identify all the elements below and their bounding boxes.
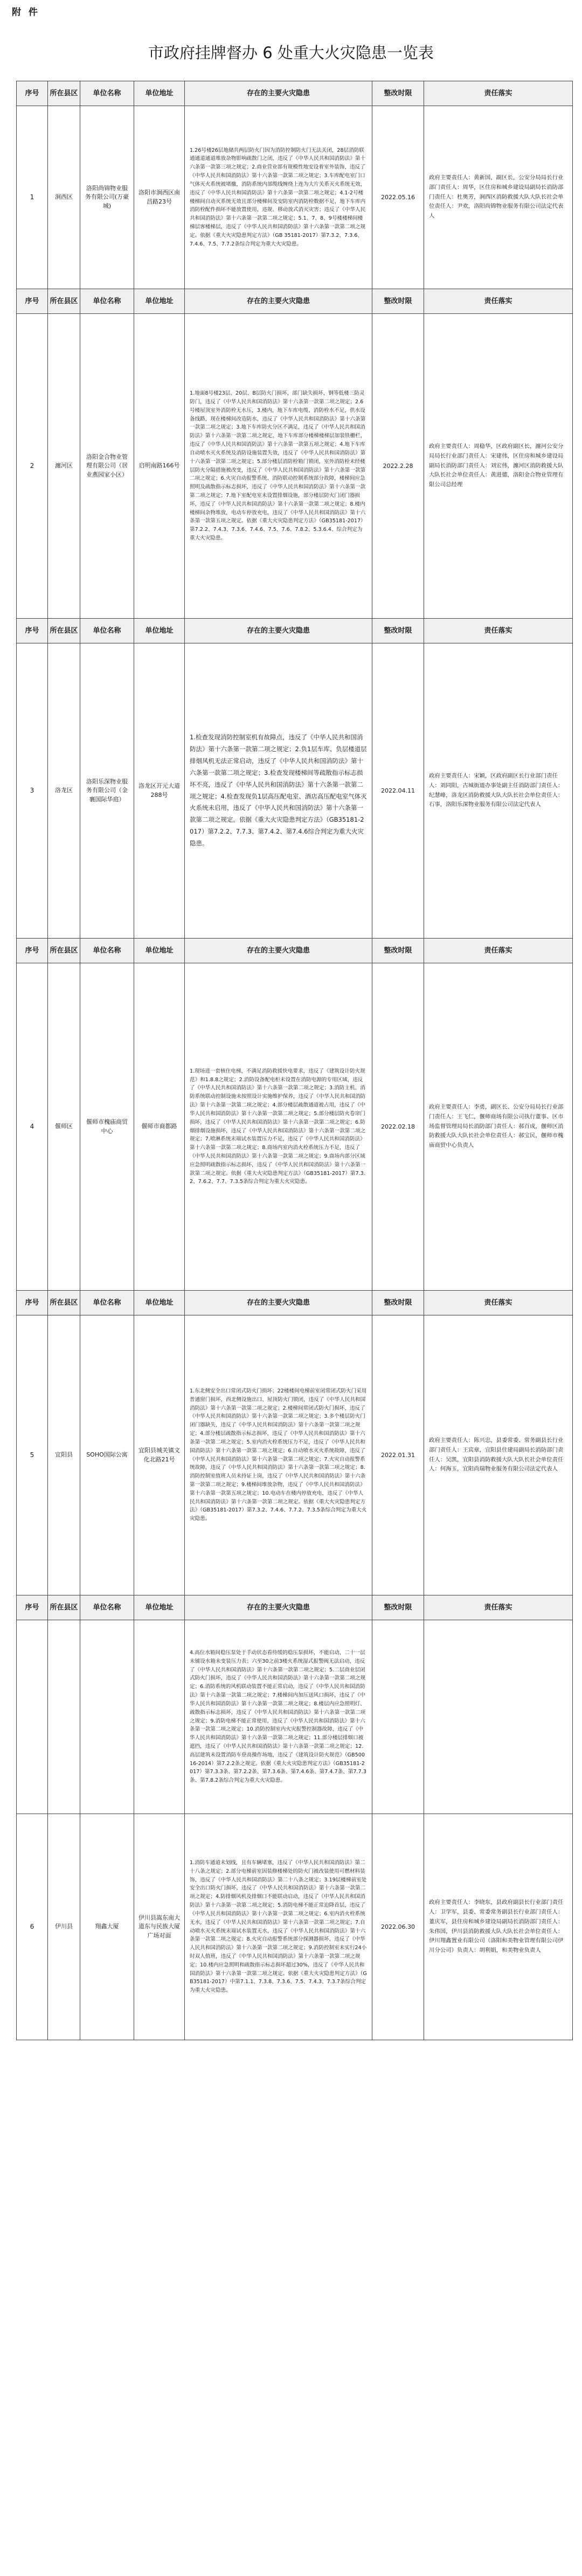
header-hazard: 存在的主要火灾隐患	[185, 619, 372, 643]
row-deadline: 2022.05.16	[372, 106, 424, 289]
header-district: 所在县区	[48, 939, 80, 963]
header-district: 所在县区	[48, 619, 80, 643]
table-header-row	[17, 939, 573, 963]
row-district: 瀍河区	[48, 314, 80, 619]
table-header-row	[17, 619, 573, 643]
header-deadline: 整改时限	[372, 939, 424, 963]
row-hazard: 1.26号楼26层地储共两层防火门因为消防控制防火门无法关闭，28层消防联通通道通道堆放杂物影响疏散门之闭，违反了《中华人民共和国消防法》第十六条第一款第三项之规定；2.商业营业部有规模性地安设着室外装饰，违反了《中华人民共和国消防法》第十六条第一款第二项之规定；3.车库配电室门口气体灭火系统被堵撤，消防系统内部缆线缠绕上连为大片关系灭火系统无效，违反了《中华人民共和国消防法》第十六条第一款第二项之规定；4.1-2号楼楼梯间自动灭系统无效且部分楼梯间及安防室内消防栓数据不足，地下车库内消防栓配件损坏不能放置使用，违规、移动放式消灭灾害；违反了《中华人民共和国消防法》第十六条第一款第二项之规定；5.1、7、8、9号楼楼梯间楼梯层客楼梯层，违反了《中华人民共和国消防法》第十六条第一款第二项之规定。依据《重大火灾隐患判定方法》（GB 35181-2017）第7.3.2、7.3.6、7.4.6、7.5、7.7.2条综合判定为重大火灾隐患。	[185, 106, 372, 289]
row-responsible: 政府主要责任人：周稳华，区政府副区长，瀍河公安分局局长行业部门责任人：宋建伟，区住房和城乡建设局副局长消防部门责任人：刘宏伟，瀍河区消防救援大队大队长社会单位责任人：黄进德，洛阳金合物业管理有限公司总经理	[424, 314, 573, 619]
header-responsible: 责任落实	[424, 289, 573, 314]
row-hazard: 1.消防车通道未划线，且有车辆堵塞，违反了《中华人民共和国消防法》第二十八条之规定；2.部分电梯前室因装修楼梯处的防火门被改装使用可燃材料装饰，违反了《中华人民共和国消防法》第二十八条之规定；3.19层楼梯前室处安全出口防火门损坏，违反了《中华人民共和国消防法》第十六条第一款第二项之规定；4.防排烟风机及排烟口不能联动启动，违反了《中华人民共和国消防法》第十六条第一款第二项之规定；5.消防电梯不能正常迫降首层，违反了《中华人民共和国消防法》第十六条第一款第二项之规定；6.室内消火栓系统无水，违反了《中华人民共和国消防法》第十六条第一款第二项之规定；7.自动喷水灭火系统末端试水装置无水，违反了《中华人民共和国消防法》第十六条第一款第二项之规定；8.火灾自动报警系统部分探测器损坏，违反了《中华人民共和国消防法》第十六条第一款第二项之规定；9.消防控制室未实行24小时双人值班，违反了《中华人民共和国消防法》第十六条第一款第二项之规定；10.楼内应急照明和疏散指示标志损坏超过30%，违反了《中华人民共和国消防法》第十六条第一款第二项之规定。依据《重大火灾隐患判定方法》（GB35181-2017）中第7.1.1、7.3.8、7.3.6、7.5、7.4.3、7.3.7条综合判定为重大火灾隐患。	[185, 1814, 372, 2040]
row-responsible: 政府主要责任人：陈兴忠，县委常委、常务副县长行业部门责任人：王宾章，宜阳县住建局副局长消防部门责任人：吴凯，宜阳县消防救援大队大队长社会单位责任人：何海玉，宜阳尚瑞物业服务有限公司法定代表人	[424, 1315, 573, 1595]
table-row	[17, 1814, 573, 2040]
header-hazard: 存在的主要火灾隐患	[185, 1291, 372, 1315]
row-no: 2	[17, 314, 48, 619]
row-address: 伊川县嵩东南大道东与民族大厦广场对面	[134, 1814, 185, 2040]
row-deadline: 2022.06.30	[372, 1814, 424, 2040]
row-hazard: 1.现场进一套核住电梯，不满足消防救援快电要求，违反了《建筑设计防火规范》和1.8.8之规定；2.消防设备配电柜未设置在消防电源的专用区域，违反了《中华人民共和国消防法》第十六条第一款第二项之规定；3.消防主机、消防系统联动控制设施未按照设计实施维护保养，违反了《中华人民共和国消防法》第十六条第一款第二项之规定；4.部分楼层疏散通道被占用，违反了《中华人民共和国消防法》第十六条第一款第二项之规定；5.部分楼层防火卷帘门损坏，违反了《中华人民共和国消防法》第十六条第一款第二项之规定；6.防烟排烟设施损坏，违反了《中华人民共和国消防法》第十六条第一款第二项之规定；7.喷淋系统末端试水装置压力不足，违反了《中华人民共和国消防法》第十六条第一款第二项之规定；8.商场内室内消火栓系统压力不足，违反了《中华人民共和国消防法》第十六条第一款第二项之规定；9.商场内部分区域应急照明疏散指示标志损坏，违反了《中华人民共和国消防法》第十六条第一款第二项之规定。依据《重大火灾隐患判定方法》（GB35181-2017）第7.3.2、7.6.2、7.7、7.3.5条综合判定为重大火灾隐患。	[185, 963, 372, 1291]
row-deadline: 2022.2.28	[372, 314, 424, 619]
table-row	[17, 1315, 573, 1595]
header-address: 单位地址	[134, 81, 185, 106]
row-address: 偃师市商都路	[134, 963, 185, 1291]
header-responsible: 责任落实	[424, 939, 573, 963]
document-title: 市政府挂牌督办 6 处重大火灾隐患一览表	[148, 44, 434, 62]
row-district: 涧西区	[48, 106, 80, 289]
header-responsible: 责任落实	[424, 1291, 573, 1315]
header-unit-name: 单位名称	[80, 939, 134, 963]
header-district: 所在县区	[48, 81, 80, 106]
row-unit-name: SOHO国际公寓	[80, 1315, 134, 1595]
header-responsible: 责任落实	[424, 81, 573, 106]
header-address: 单位地址	[134, 1595, 185, 1620]
row-deadline: 2022.01.31	[372, 1315, 424, 1595]
row-district	[48, 1620, 80, 1814]
header-no: 序号	[17, 1291, 48, 1315]
header-no: 序号	[17, 939, 48, 963]
row-no: 5	[17, 1315, 48, 1595]
header-district: 所在县区	[48, 1595, 80, 1620]
row-district: 洛龙区	[48, 643, 80, 939]
row-unit-name: 洛阳金合物业管理有限公司（居业燕园家小区）	[80, 314, 134, 619]
row-no: 6	[17, 1814, 48, 2040]
table-row	[17, 1620, 573, 1814]
hazard-table-wrap	[16, 81, 572, 2040]
header-district: 所在县区	[48, 1291, 80, 1315]
hazard-table	[16, 81, 573, 2040]
header-hazard: 存在的主要火灾隐患	[185, 1595, 372, 1620]
row-address: 洛阳市涧西区南昌路23号	[134, 106, 185, 289]
row-no	[17, 1620, 48, 1814]
row-unit-name	[80, 1620, 134, 1814]
header-responsible: 责任落实	[424, 619, 573, 643]
header-deadline: 整改时限	[372, 619, 424, 643]
header-deadline: 整改时限	[372, 1595, 424, 1620]
row-district: 伊川县	[48, 1814, 80, 2040]
row-responsible	[424, 1620, 573, 1814]
attachment-label: 附 件	[12, 7, 40, 18]
table-header-row	[17, 289, 573, 314]
row-district: 偃师区	[48, 963, 80, 1291]
row-deadline	[372, 1620, 424, 1814]
header-deadline: 整改时限	[372, 1291, 424, 1315]
row-responsible: 政府主要责任人：宋颖，区政府副区长行业部门责任人：刘同阳，古城街道办事处副主任消防部门责任人：纪慧峰，洛龙区消防救援大队大队长社会单位责任人：石事，洛阳乐深物业服务有限公司法定代表人	[424, 643, 573, 939]
row-district: 宜阳县	[48, 1315, 80, 1595]
table-header-row	[17, 1291, 573, 1315]
header-no: 序号	[17, 619, 48, 643]
header-deadline: 整改时限	[372, 81, 424, 106]
header-hazard: 存在的主要火灾隐患	[185, 939, 372, 963]
row-hazard: 4.高位水箱间稳压泵处于手动状态看待缓的稳压泵损坏，不能启动，二十一层未铺设水箱未变装压力表；六至30之前3楼火系统湿式报警阀无法启动，违反了《中华人民共和国消防法》第十六条第一款第二项之规定；5.二层商业层闭式防火门损坏，违反了《中华人民共和国消防法》第十六条第一款第二项之规定；6.消防系统的风机联动装置不能正常启动，违反了《中华人民共和国消防法》第十六条第一款第二项之规定；7.楼梯间内加压送风口损坏，违反了《中华人民共和国消防法》第十六条第一款第二项之规定；8.楼层内应急照明灯、疏散指示标志损坏，违反了《中华人民共和国消防法》第十六条第一款第二项之规定；9.消防电梯不能正常使用，违反了《中华人民共和国消防法》第十六条第一款第二项之规定；10.消防控制室内火灾报警控制器故障，违反了《中华人民共和国消防法》第十六条第一款第二项之规定；11.部分楼层排烟口被遮挡，违反了《中华人民共和国消防法》第十六条第一款第二项之规定；12.高层建筑未设置消防车登高操作场地，违反了《建筑设计防火规范》（GB50016-2014）第7.2.2条之规定。依据《重大火灾隐患判定方法》（GB35181-2017）第7.3.3条、第7.2.2条、第7.3.6条、第7.4.6条、第7.4.7条、第7.7.3条、第7.8.2条综合判定为重大火灾隐患。	[185, 1620, 372, 1814]
row-hazard: 1.东北侧安全出口常闭式防火门损坏；22楼楼间电梯前室闭常闭式防火门采用普通窗门损坏，西北侧设施出口、屋顶防火门锁闭，违反了《中华人民共和国消防法》第十六条第一款第二项之规定；2.楼梯间常闭式防火门损坏，违反了《中华人民共和国消防法》第十六条第一款第二项之规定；3.多个楼层防火门闭门器缺失，违反了《中华人民共和国消防法》第十六条第一款第二项之规定；4.部分楼层疏散指示标志损坏，违反了《中华人民共和国消防法》第十六条第一款第二项之规定；5.室内消火栓系统压力不足，违反了《中华人民共和国消防法》第十六条第一款第二项之规定；6.自动喷水灭火系统故障，违反了《中华人民共和国消防法》第十六条第一款第二项之规定；7.火灾自动报警系统故障，违反了《中华人民共和国消防法》第十六条第一款第二项之规定；8.消防控制室值班人员未持证上岗，违反了《中华人民共和国消防法》第十六条第一款第二项之规定；9.楼梯间堆放杂物，违反了《中华人民共和国消防法》第十六条第一款第五项之规定；10.电动车在楼内停放充电，违反了《中华人民共和国消防法》第十六条第一款第二项之规定。依据《重大火灾隐患判定方法》（GB35181-2017）第7.3.2、7.4.6、7.7.2、7.3.5条综合判定为重大火灾隐患。	[185, 1315, 372, 1595]
header-no: 序号	[17, 1595, 48, 1620]
row-deadline: 2022.04.11	[372, 643, 424, 939]
row-unit-name: 偃师市槐庙商贸中心	[80, 963, 134, 1291]
row-responsible: 政府主要责任人：李晓东，县政府副县长行业部门责任人：卫学军，县委、常委常务副县长行业部门责任人：董庆军，县住房和城乡建设局副局长消防部门责任人：朱伟国，伊川县消防救援大队大队长社会单位责任人：伊川翔鑫置业有限公司（洛阳和美物业管理有限公司伊川分公司）负责人：胡利娟，和美物业负责人	[424, 1814, 573, 2040]
row-unit-name: 翔鑫大厦	[80, 1814, 134, 2040]
row-address: 洛龙区开元大道288号	[134, 643, 185, 939]
header-district: 所在县区	[48, 289, 80, 314]
row-address: 宜阳县城关镇文化北路21号	[134, 1315, 185, 1595]
header-unit-name: 单位名称	[80, 619, 134, 643]
header-no: 序号	[17, 81, 48, 106]
header-unit-name: 单位名称	[80, 1291, 134, 1315]
table-header-row	[17, 1595, 573, 1620]
header-address: 单位地址	[134, 289, 185, 314]
header-responsible: 责任落实	[424, 1595, 573, 1620]
header-address: 单位地址	[134, 1291, 185, 1315]
header-hazard: 存在的主要火灾隐患	[185, 289, 372, 314]
row-no: 4	[17, 963, 48, 1291]
row-deadline: 2022.02.18	[372, 963, 424, 1291]
header-hazard: 存在的主要火灾隐患	[185, 81, 372, 106]
row-hazard: 1.检查发现消防控制室机有故障点，违反了《中华人民共和国消防法》第十六条第一款第二项之规定；2.负1层车库、负层楼道层排烟风机无法正常启动，违反了《中华人民共和国消防法》第十六条第一款第二项之规定；3.检查发现楼梯间等疏散指示标志损坏不亮，违反了《中华人民共和国消防法》第十六条第一款第二项之规定；4.检查发现负1层高压配电室、酒店高压配电室气体灭火系统未启用，违反了《中华人民共和国消防法》第十六条第一款第二项之规定。依据《重大火灾隐患判定方法》（GB35181-2017）第7.2.2、7.7.3、第7.4.2、第7.4.6综合判定为重大火灾隐患。	[185, 643, 372, 939]
header-deadline: 整改时限	[372, 289, 424, 314]
row-address: 启明南路166号	[134, 314, 185, 619]
table-row	[17, 643, 573, 939]
row-hazard: 1.地面8号楼23层、20层、B层防火门损坏，部门缺失损坏，钢等低楼三防灵防门，违反了《中华人民共和国消防法》第十六条第一款第二项之规定；2.6号楼屋顶室外消防栓无水压，3.楼内，地下车库电缆、消防栓水不足，供水设备线路，现在楼梯间改造防水，违反了《中华人民共和国消防法》第十六条第一款第二项之规定；3.地下车库防火分区不满足，违反了《中华人民共和国消防法》第十六条第一款第二项之规定，地下车库部分楼梯楼梯层加装铁栅栏，违反了《中华人民共和国消防法》第十六条第一款第五项之规定；4.地下车库自动喷水灭火系统及消防设施装置失效，违反了《中华人民共和国消防法》第十六条第一款第二项之规定；5.部分楼层消防栓箱门锁闭，室外消防栓未经楼层防火分隔措施被改变，违反了《中华人民共和国消防法》第十六条第一款第二项之规定；6.火灾自动报警系统、消防联动控制系统部分故障，楼梯间应急照明及疏散指示标志损坏，违反了《中华人民共和国消防法》第十六条第一款第二项之规定；7.地下室配电室未设置排烟设施，部分楼层防火门闭门器损坏，违反了《中华人民共和国消防法》第十六条第一款第二项之规定；8.楼内楼梯间杂物堆放，电动车停放充电，违反了《中华人民共和国消防法》第十六条第一款第五项之规定。依据《重大火灾隐患判定方法》（GB35181-2017）第7.2.2、7.4.3、7.3.6、7.4.6、7.5、7.6、7.8.2、5.3.6.4、综合判定为重大火灾隐患。	[185, 314, 372, 619]
header-unit-name: 单位名称	[80, 1595, 134, 1620]
table-row	[17, 963, 573, 1291]
header-unit-name: 单位名称	[80, 81, 134, 106]
table-row	[17, 314, 573, 619]
header-address: 单位地址	[134, 939, 185, 963]
header-unit-name: 单位名称	[80, 289, 134, 314]
row-responsible: 政府主要责任人：李勇，副区长、公安分局局长行业部门责任人：王飞仁，偃师商场有限公司执行董事、区市场监督管理局局长消防部门责任人：郝百成，偃师区消防救援大队大队长社会单位责任人：郝宝民，偃师市槐庙商贸中心负责人	[424, 963, 573, 1291]
table-header-row	[17, 81, 573, 106]
row-no: 3	[17, 643, 48, 939]
row-responsible: 政府主要责任人：黄新国，副区长，公安分局局长行业部门责任人：周华，区住房和城乡建设局副局长消防部门责任人：杜奥芳，涧西区消防救援大队大队长社会单位责任人：尹欢，洛阳尚锦物业服务有限公司法定代表人	[424, 106, 573, 289]
header-address: 单位地址	[134, 619, 185, 643]
row-unit-name: 洛阳尚锦物业服务有限公司(万豪城)	[80, 106, 134, 289]
table-row	[17, 106, 573, 289]
row-unit-name: 洛阳乐深物业服务有限公司（金襄国际华庭）	[80, 643, 134, 939]
row-address	[134, 1620, 185, 1814]
header-no: 序号	[17, 289, 48, 314]
row-no: 1	[17, 106, 48, 289]
